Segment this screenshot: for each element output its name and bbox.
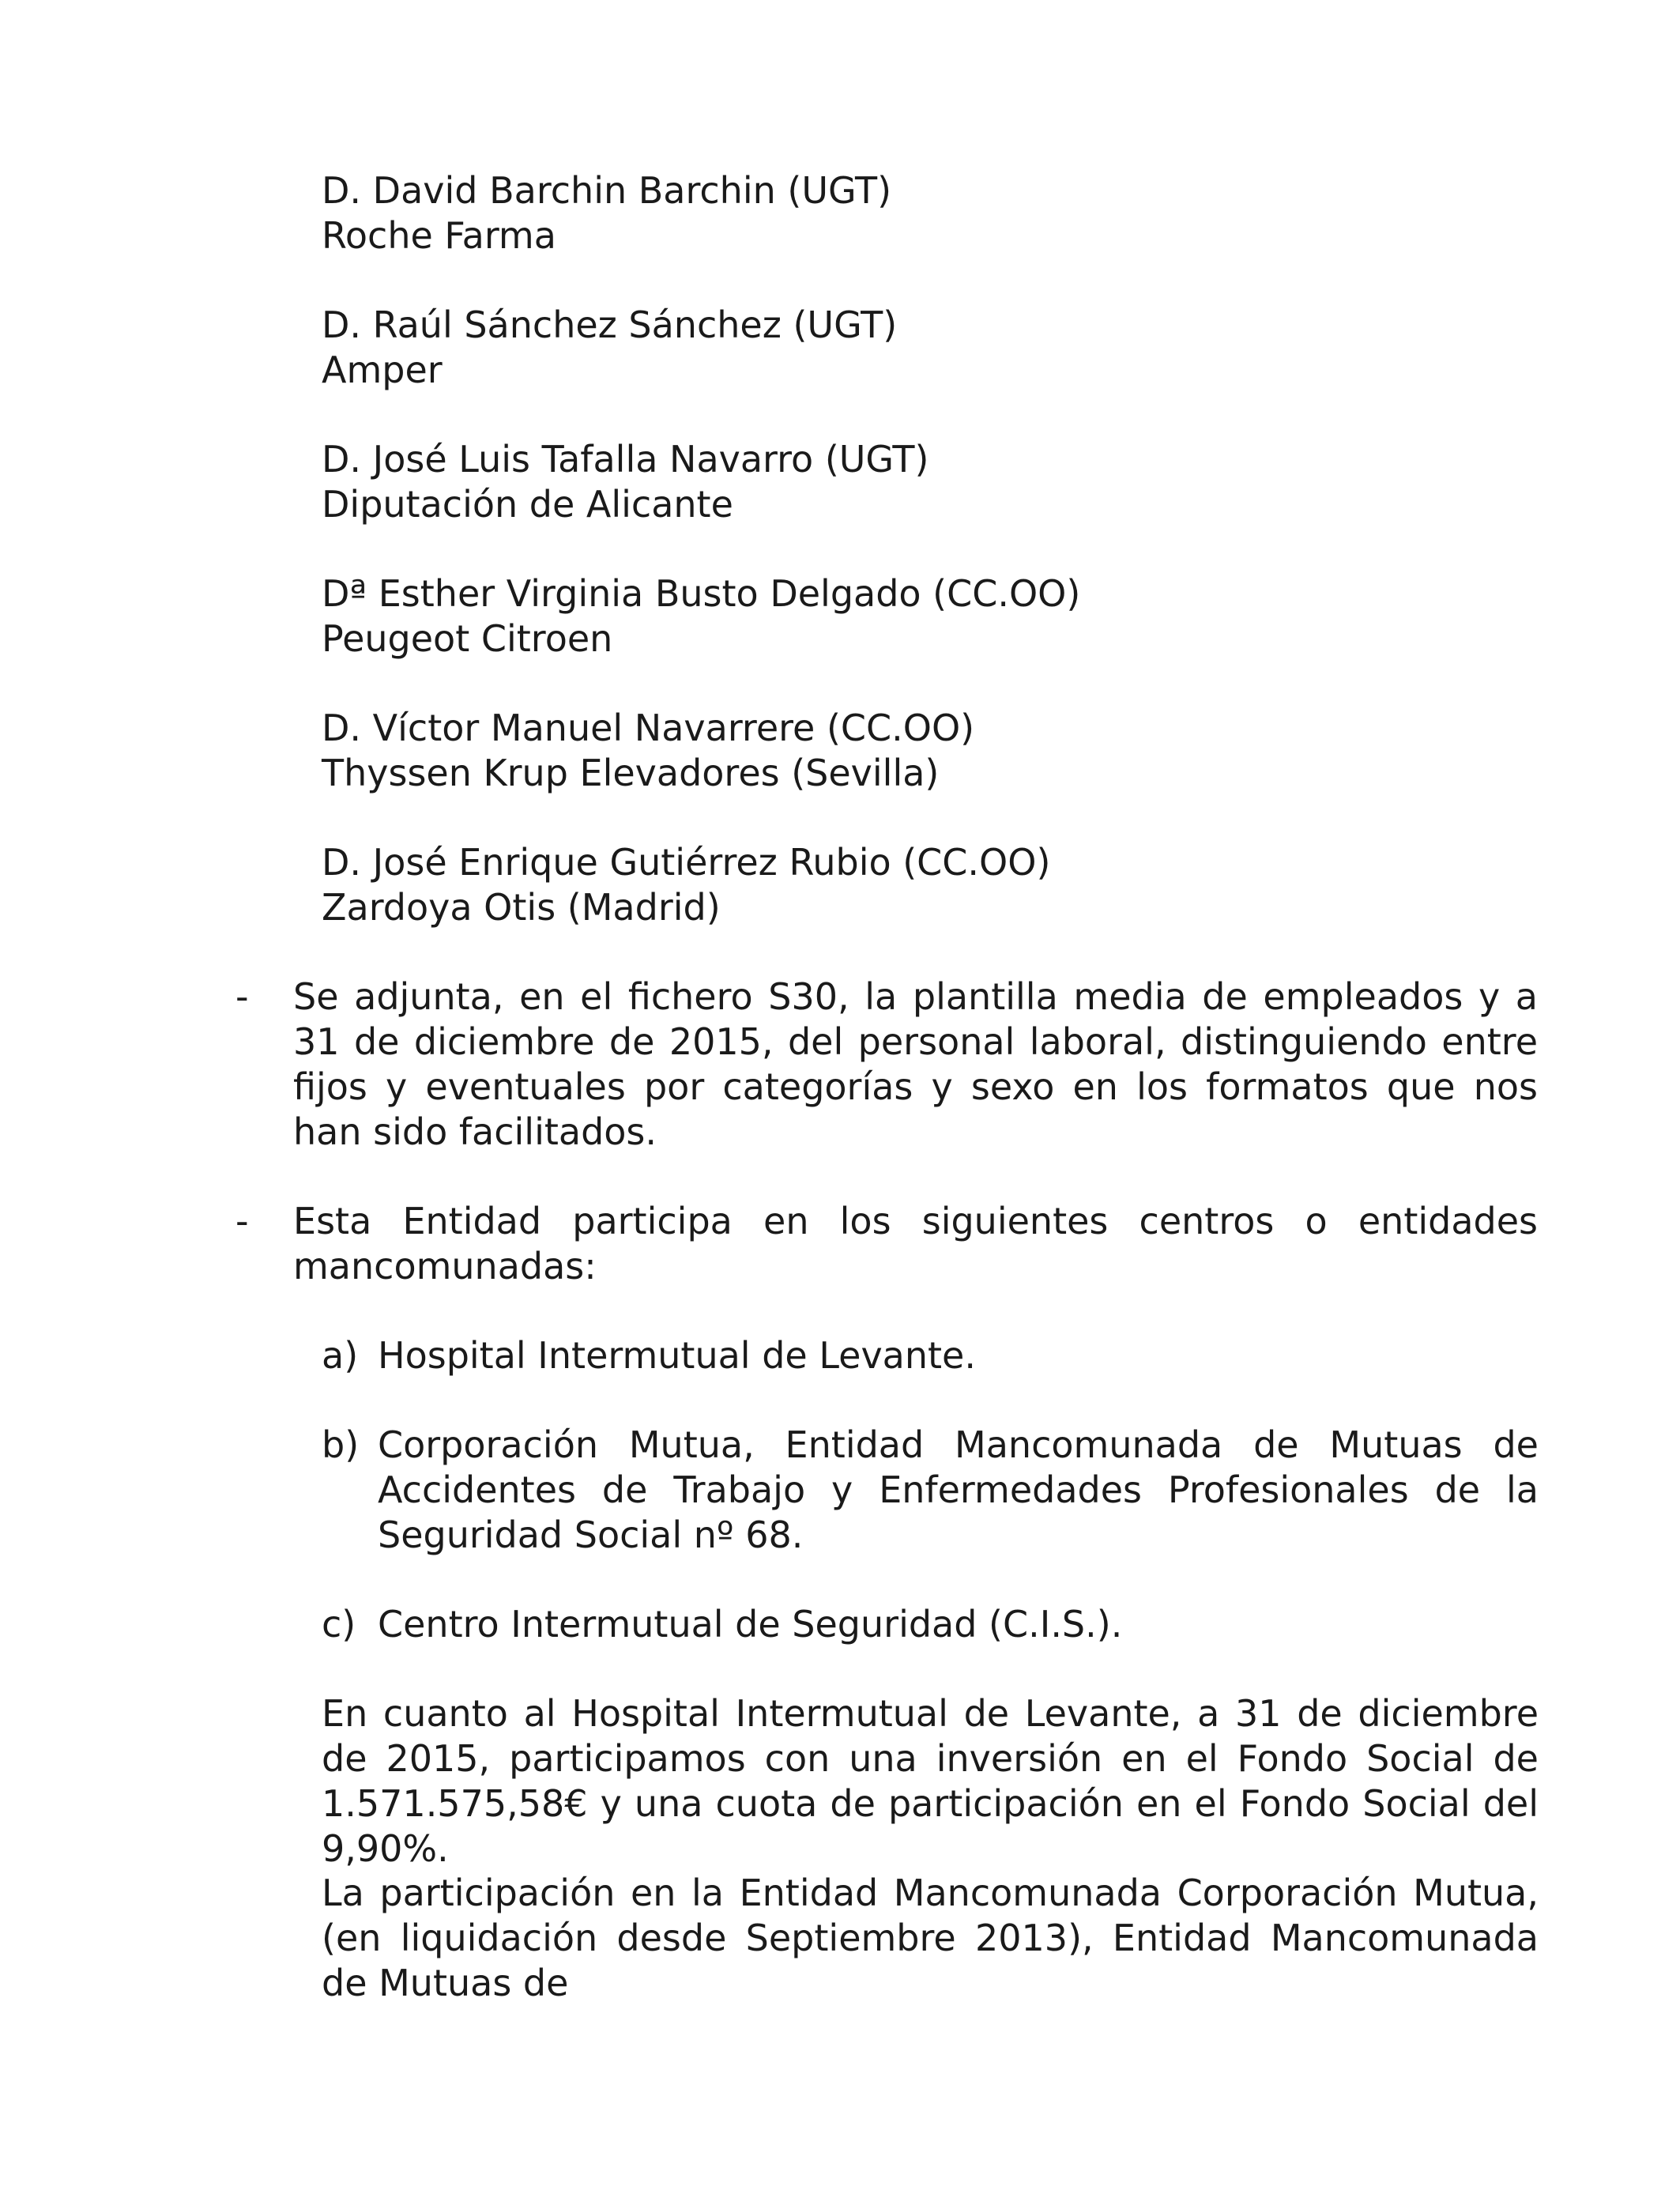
- representative-entry: [322, 168, 1554, 258]
- bullet-text: Esta Entidad participa en los siguientes centros o entidades mancomunadas:: [293, 1200, 1538, 1287]
- representative-name: Dª Esther Virginia Busto Delgado (CC.OO): [322, 572, 1081, 615]
- entity-label: b): [322, 1423, 360, 1466]
- entity-text: Corporación Mutua, Entidad Mancomunada de Mutuas de Accidentes de Trabajo y Enfermedades Profesionales de la Seguridad Social nº 68.: [378, 1423, 1539, 1556]
- representative-entry: [322, 437, 1554, 527]
- representative-org: Peugeot Citroen: [322, 617, 613, 660]
- bullet-dash: -: [235, 975, 249, 1018]
- representative-org: Amper: [322, 349, 443, 391]
- representative-entry: [322, 571, 1554, 662]
- representative-entry: [322, 706, 1554, 796]
- representative-name: D. José Luis Tafalla Navarro (UGT): [322, 438, 929, 481]
- representative-entry: [322, 840, 1554, 930]
- bullet-dash: -: [235, 1200, 249, 1242]
- representative-name: D. Víctor Manuel Navarrere (CC.OO): [322, 707, 975, 749]
- representative-org: Zardoya Otis (Madrid): [322, 886, 721, 929]
- entity-text: Hospital Intermutual de Levante.: [378, 1334, 976, 1377]
- entity-label: a): [322, 1334, 359, 1377]
- paragraph: En cuanto al Hospital Intermutual de Levante, a 31 de diciembre de 2015, participamos con una inversión en el Fondo Social de 1.571.575,58€ y una cuota de participación en el Fondo Social del 9,90%.: [322, 1692, 1539, 1870]
- entity-label: c): [322, 1603, 356, 1646]
- entity-text: Centro Intermutual de Seguridad (C.I.S.).: [378, 1603, 1123, 1646]
- representative-name: D. Raúl Sánchez Sánchez (UGT): [322, 303, 898, 346]
- representative-name: D. José Enrique Gutiérrez Rubio (CC.OO): [322, 841, 1051, 884]
- representative-org: Roche Farma: [322, 214, 556, 257]
- bullet-text: Se adjunta, en el fichero S30, la plantilla media de empleados y a 31 de diciembre de 2015, del personal laboral, distinguiendo entre fijos y eventuales por categorías y sexo en los formatos que nos han sido facilitados.: [293, 975, 1538, 1153]
- representative-org: Thyssen Krup Elevadores (Sevilla): [322, 752, 940, 794]
- representative-org: Diputación de Alicante: [322, 483, 733, 526]
- paragraph: La participación en la Entidad Mancomunada Corporación Mutua, (en liquidación desde Septiembre 2013), Entidad Mancomunada de Mutuas de: [322, 1872, 1539, 2004]
- representative-entry: [322, 303, 1554, 393]
- representative-name: D. David Barchin Barchin (UGT): [322, 169, 892, 212]
